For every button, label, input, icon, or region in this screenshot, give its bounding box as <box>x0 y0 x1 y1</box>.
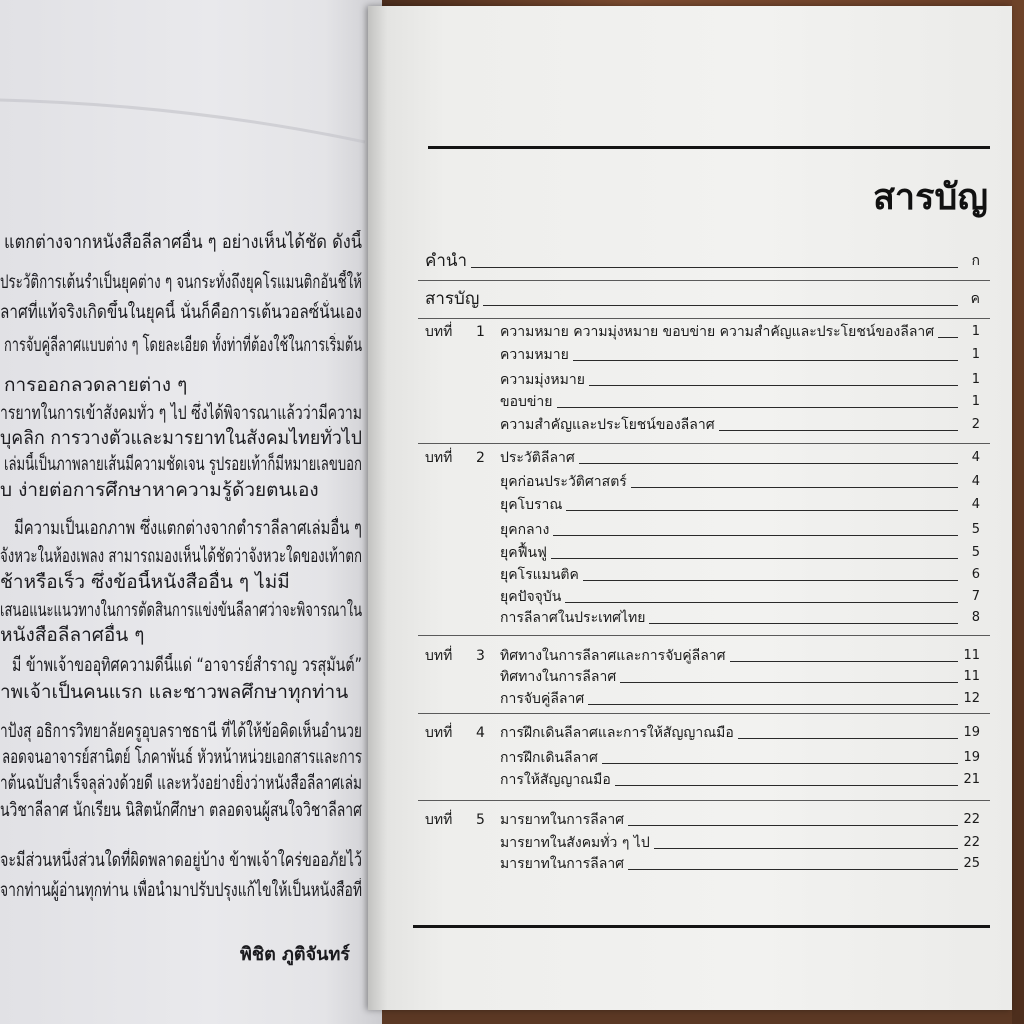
toc-page-number: ก <box>971 253 980 269</box>
toc-label: สารบัญ <box>425 289 480 309</box>
left-page <box>0 0 382 1024</box>
preface-line: ประวัติการเต้นรำเป็นยุคต่าง ๆ จนกระทั่งถึงยุคโรแมนติกอันชี้ให้ <box>0 271 362 293</box>
chapter-number: 3 <box>476 648 485 664</box>
leader-line <box>565 602 958 603</box>
chapter-prefix: บทที่ <box>425 725 453 741</box>
chapter-title: ความหมาย ความมุ่งหมาย ขอบข่าย ความสำคัญและประโยชน์ของลีลาศ <box>500 324 935 340</box>
chapter-number: 5 <box>476 812 485 828</box>
leader-line <box>553 535 958 536</box>
separator <box>418 635 990 636</box>
section-title: การจับคู่ลีลาศ <box>500 691 585 707</box>
section-title: ยุคก่อนประวัติศาสตร์ <box>500 474 627 490</box>
toc-section <box>500 542 980 564</box>
leader-line <box>471 267 958 268</box>
toc-label: คำนำ <box>425 251 468 271</box>
leader-line <box>730 661 958 662</box>
toc-page-number: 22 <box>963 835 980 850</box>
toc-page-number: 8 <box>971 610 980 625</box>
toc-page-number: 5 <box>971 522 980 537</box>
preface-line: บ ง่ายต่อการศึกษาหาความรู้ด้วยตนเอง <box>0 479 319 501</box>
preface-line: การจับคู่ลีลาศแบบต่าง ๆ โดยละเอียด ทั้งท่าที่ต้องใช้ในการเริ่มต้น <box>4 334 362 356</box>
toc-page-number: 2 <box>971 417 980 432</box>
toc-page-number: 25 <box>963 856 980 871</box>
toc-page-number: 11 <box>963 648 980 663</box>
section-title: ยุคโบราณ <box>500 497 563 513</box>
section-title: การลีลาศในประเทศไทย <box>500 610 646 626</box>
chapter-title: ประวัติลีลาศ <box>500 450 575 466</box>
section-title: ยุคฟื้นฟู <box>500 545 547 561</box>
toc-page-number: 22 <box>963 812 980 827</box>
toc-page-number: ค <box>970 291 980 307</box>
leader-line <box>551 558 958 559</box>
leader-line <box>649 623 958 624</box>
leader-line <box>579 463 958 464</box>
separator <box>418 800 990 801</box>
section-title: ยุคปัจจุบัน <box>500 589 562 605</box>
chapter-title: ทิศทางในการลีลาศและการจับคู่ลีลาศ <box>500 648 726 664</box>
leader-line <box>628 869 958 870</box>
toc-section <box>500 369 980 391</box>
top-rule <box>428 146 990 149</box>
chapter-number: 1 <box>476 324 485 340</box>
toc-section <box>500 853 980 875</box>
chapter-prefix: บทที่ <box>425 648 453 664</box>
show-through-line <box>0 80 370 170</box>
section-title: มารยาทในการลีลาศ <box>500 856 625 872</box>
section-title: ความสำคัญและประโยชน์ของลีลาศ <box>500 417 715 433</box>
author-signature: พิชิต ภูติจันทร์ <box>240 944 350 965</box>
chapter-number: 2 <box>476 450 485 466</box>
section-title: ความมุ่งหมาย <box>500 372 585 388</box>
chapter-prefix: บทที่ <box>425 812 453 828</box>
leader-line <box>483 305 958 306</box>
leader-line <box>738 738 958 739</box>
preface-line: เสนอแนะแนวทางในการตัดสินการแข่งขันลีลาศว่าจะพิจารณาใน <box>0 599 362 621</box>
toc-section <box>500 471 980 493</box>
separator <box>418 713 990 714</box>
section-title: ทิศทางในการลีลาศ <box>500 669 617 685</box>
toc-page-number: 1 <box>971 394 980 409</box>
right-page-table-of-contents <box>368 6 1012 1010</box>
toc-page-number: 19 <box>963 725 980 740</box>
toc-page-number: 4 <box>971 474 980 489</box>
toc-page-number: 4 <box>971 450 980 465</box>
toc-page-number: 21 <box>963 772 980 787</box>
leader-line <box>573 360 958 361</box>
leader-line <box>631 487 958 488</box>
toc-chapter-2 <box>425 447 980 469</box>
preface-line: ช้าหรือเร็ว ซึ่งข้อนี้หนังสืออื่น ๆ ไม่มี <box>0 571 290 593</box>
toc-section <box>500 666 980 688</box>
toc-section <box>500 344 980 366</box>
toc-chapter-1 <box>425 321 980 343</box>
section-title: ขอบข่าย <box>500 394 553 410</box>
leader-line <box>557 407 959 408</box>
preface-line: นวิชาลีลาศ นักเรียน นิสิตนักศึกษา ตลอดจนผู้สนใจวิชาลีลาศ <box>0 799 362 821</box>
leader-line <box>583 580 958 581</box>
toc-chapter-3 <box>425 645 980 667</box>
chapter-prefix: บทที่ <box>425 324 453 340</box>
page-title: สารบัญ <box>872 177 988 218</box>
toc-page-number: 1 <box>971 372 980 387</box>
toc-page-number: 11 <box>963 669 980 684</box>
preface-line: ารยาทในการเข้าสังคมทั่ว ๆ ไป ซึ่งได้พิจารณาแล้วว่ามีความ <box>0 402 362 424</box>
toc-section <box>500 414 980 436</box>
preface-line: ลาศที่แท้จริงเกิดขึ้นในยุคนี้ นั่นก็คือการเต้นวอลซ์นั่นเอง <box>0 301 362 323</box>
section-title: การฝึกเดินลีลาศ <box>500 750 598 766</box>
preface-line: มีความเป็นเอกภาพ ซึ่งแตกต่างจากตำราลีลาศเล่มอื่น ๆ <box>14 517 362 539</box>
toc-page-number: 4 <box>971 497 980 512</box>
leader-line <box>654 848 958 849</box>
separator <box>418 280 990 281</box>
preface-line: จะมีส่วนหนึ่งส่วนใดที่ผิดพลาดอยู่บ้าง ข้าพเจ้าใคร่ขออภัยไว้ <box>0 849 362 871</box>
preface-line: ำปังสุ อธิการวิทยาลัยครูอุบลราชธานี ที่ได้ให้ข้อคิดเห็นอำนวย <box>0 720 362 742</box>
preface-line: การออกลวดลายต่าง ๆ <box>4 374 188 396</box>
separator <box>418 318 990 319</box>
chapter-number: 4 <box>476 725 485 741</box>
preface-line: ำต้นฉบับสำเร็จลุล่วงด้วยดี และหวังอย่างยิ่งว่าหนังสือลีลาศเล่ม <box>0 772 362 794</box>
toc-section <box>500 519 980 541</box>
toc-section <box>500 564 980 586</box>
bottom-rule <box>413 925 990 928</box>
leader-line <box>602 763 958 764</box>
preface-line: บุคลิก การวางตัวและมารยาทในสังคมไทยทั่วไป <box>0 427 362 449</box>
leader-line <box>588 704 958 705</box>
toc-section <box>500 607 980 629</box>
toc-section <box>500 832 980 854</box>
toc-section <box>500 391 980 413</box>
leader-line <box>628 825 958 826</box>
leader-line <box>719 430 958 431</box>
toc-section <box>500 747 980 769</box>
chapter-title: มารยาทในการลีลาศ <box>500 812 625 828</box>
toc-section <box>500 688 980 710</box>
leader-line <box>566 510 958 511</box>
toc-section <box>500 769 980 791</box>
toc-page-number: 5 <box>971 545 980 560</box>
preface-line: ลอดจนอาจารย์สานิตย์ โภคาพันธ์ หัวหน้าหน่วยเอกสารและการ <box>2 746 362 768</box>
leader-line <box>589 385 958 386</box>
toc-page-number: 6 <box>971 567 980 582</box>
toc-section <box>500 494 980 516</box>
wooden-table-edge <box>1012 0 1024 1024</box>
toc-section <box>500 586 980 608</box>
preface-line: หนังสือลีลาศอื่น ๆ <box>0 624 145 646</box>
section-title: ยุคกลาง <box>500 522 550 538</box>
preface-line: แตกต่างจากหนังสือลีลาศอื่น ๆ อย่างเห็นได้ชัด ดังนี้ <box>4 231 362 253</box>
toc-page-number: 1 <box>971 347 980 362</box>
section-title: ความหมาย <box>500 347 569 363</box>
toc-front-item <box>425 249 980 273</box>
preface-line: เล่มนี้เป็นภาพลายเส้นมีความชัดเจน รูปรอยเท้าก็มีหมายเลขบอก <box>4 453 362 475</box>
toc-page-number: 7 <box>971 589 980 604</box>
section-title: การให้สัญญาณมือ <box>500 772 611 788</box>
chapter-title: การฝึกเดินลีลาศและการให้สัญญาณมือ <box>500 725 734 741</box>
toc-page-number: 12 <box>963 691 980 706</box>
toc-front-item <box>425 287 980 311</box>
leader-line <box>938 337 958 338</box>
leader-line <box>615 785 958 786</box>
preface-line: าพเจ้าเป็นคนแรก และชาวพลศึกษาทุกท่าน <box>0 681 349 703</box>
preface-line: จากท่านผู้อ่านทุกท่าน เพื่อนำมาปรับปรุงแก้ไขให้เป็นหนังสือที่ <box>0 879 362 901</box>
toc-page-number: 1 <box>971 324 980 339</box>
separator <box>418 443 990 444</box>
preface-line: จังหวะในห้องเพลง สามารถมองเห็นได้ชัดว่าจังหวะใดของเท้าตก <box>0 545 362 567</box>
leader-line <box>620 682 958 683</box>
toc-page-number: 19 <box>963 750 980 765</box>
preface-line: มี ข้าพเจ้าขออุทิศความดีนี้แด่ “อาจารย์สำราญ วรสุมันต์” <box>12 654 362 676</box>
section-title: ยุคโรแมนติค <box>500 567 579 583</box>
toc-chapter-5 <box>425 809 980 831</box>
chapter-prefix: บทที่ <box>425 450 453 466</box>
section-title: มารยาทในสังคมทั่ว ๆ ไป <box>500 835 650 851</box>
toc-chapter-4 <box>425 722 980 744</box>
